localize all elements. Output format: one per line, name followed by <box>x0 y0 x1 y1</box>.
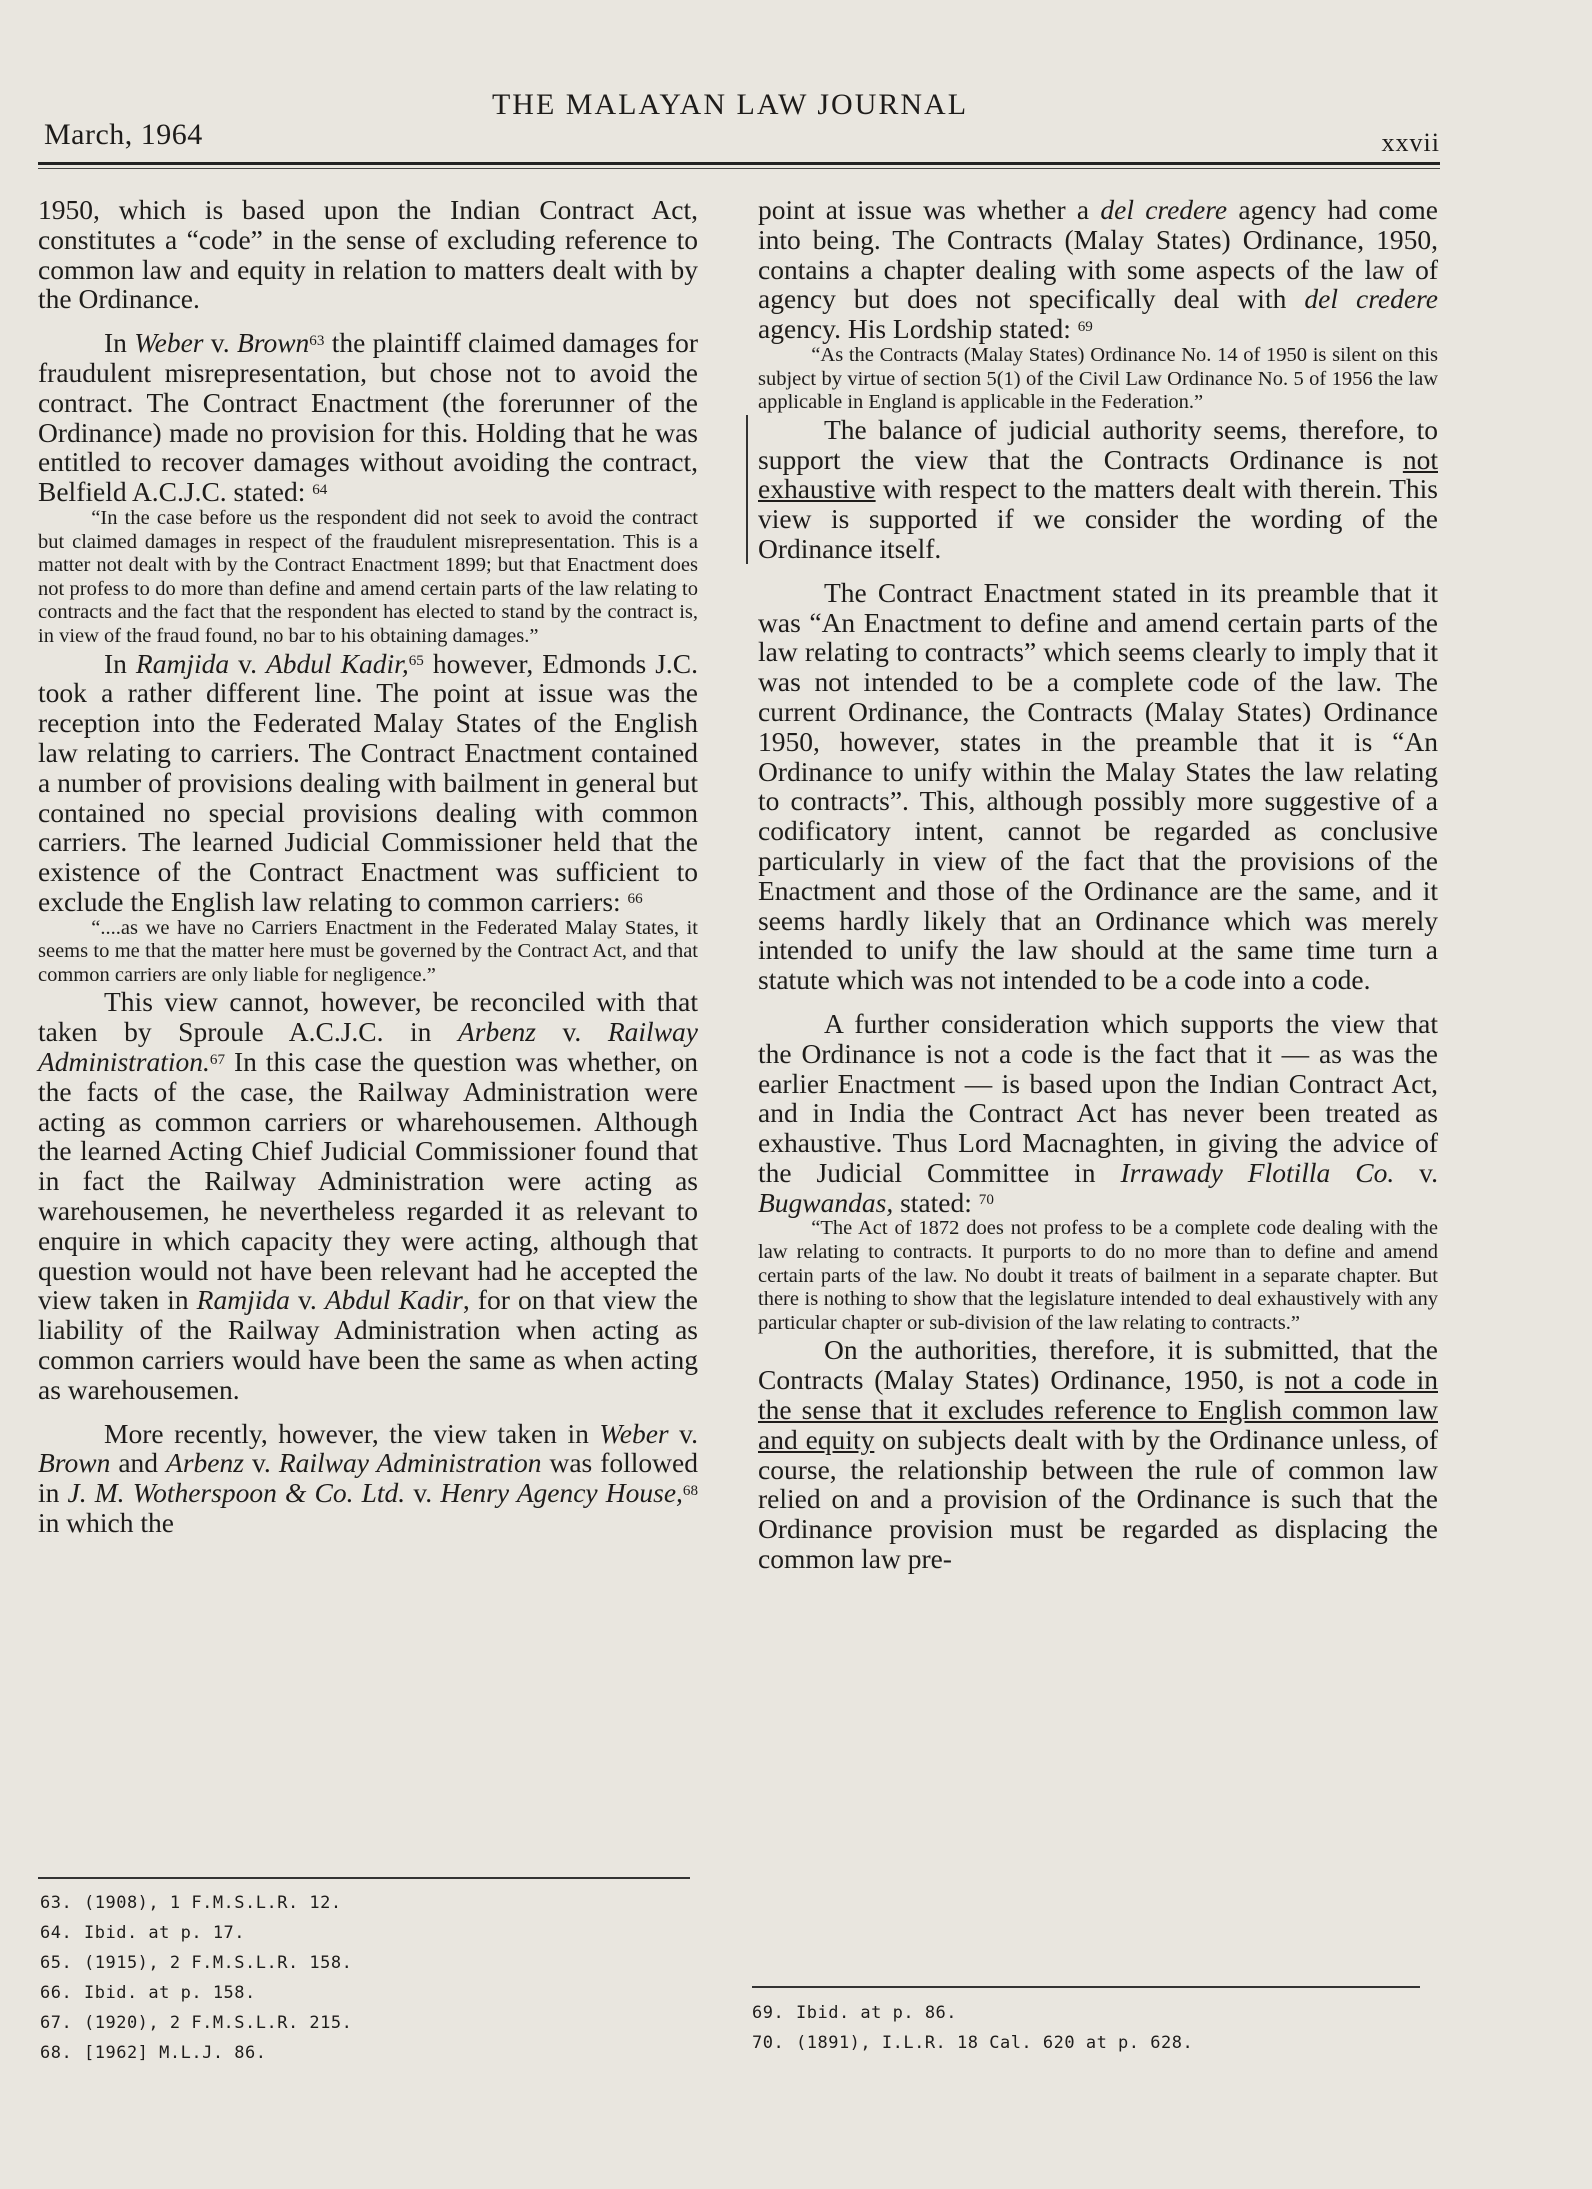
left-paragraph-3: In Ramjida v. Abdul Kadir,$^{65}$ however, Edmonds J.C. took a rather different line. The point at issue was the reception into the Federated Malay States of the English law relating to carriers. The Contract Enactment contained a number of provisions dealing with bailment in general but contained no special provisions dealing with common carriers. The learned Judicial Commissioner held that the existence of the Contract Enactment was sufficient to exclude the English law relating to common carriers: $^{66}$ <box>38 647 698 917</box>
latin-term: del credere <box>1100 194 1228 225</box>
footnote: 69. Ibid. at p. 86. <box>752 2003 958 2023</box>
underlined-text: not a code in the sense that it excludes reference to English common law and equity <box>758 1364 1438 1455</box>
footnote-ref: 69 <box>1077 318 1093 335</box>
journal-title: THE MALAYAN LAW JOURNAL <box>491 88 969 121</box>
case-name: Ramjida <box>135 647 230 679</box>
underlined-text: not <box>1402 443 1438 475</box>
right-paragraph-4: A further consideration which supports the view that the Ordinance is not a code is the fact that it — as was the earlier Enactment — is based upon the Indian Contract Act, and in India the Contract Act has never been treated as exhaustive. Thus Lord Macnaghten, in giving the advice of the Judicial Committee in Irrawady Flotilla Co. v. Bugwandas, stated: $^{70}$ <box>758 1007 1438 1218</box>
right-paragraph-2: The balance of judicial authority seems, therefore, to support the view that the Contracts Ordinance is not exhaustive with respect to the matters dealt with therein. This view is supported if we consider the wording of the Ordinance itself. <box>758 413 1438 564</box>
footnote: 70. (1891), I.L.R. 18 Cal. 620 at p. 628. <box>752 2033 1194 2053</box>
block-quote: “....as we have no Carriers Enactment in the Federated Malay States, it seems to me that the matter here must be governed by the Contract Act, and that common carriers are only liable for negligence.” <box>38 916 698 986</box>
left-paragraph-4: This view cannot, however, be reconciled with that taken by Sproule A.C.J.C. in Arbenz v. Railway Administration.$^{67}$ In this case the question was whether, on the facts of the case, the Railway Administration were acting as common carriers or wharehousemen. Although the learned Acting Chief Judicial Commissioner found that in fact the Railway Administration were acting as warehousemen, he nevertheless regarded it as relevant to enquire in which capacity they were acting, although that question would not have been relevant had he accepted the view taken in Ramjida v. Abdul Kadir, for on that view the liability of the Railway Administration when acting as common carriers would have been the same as when acting as warehousemen. <box>38 986 698 1405</box>
case-name: Weber <box>134 327 204 359</box>
footnote: 68. [1962] M.L.J. 86. <box>40 2043 267 2063</box>
left-paragraph-5: More recently, however, the view taken in Weber v. Brown and Arbenz v. Railway Administration was followed in J. M. Wotherspoon & Co. Ltd. v. Henry Agency House,$^{68}$ in which the <box>38 1417 699 1539</box>
page-number: xxvii <box>1381 128 1440 157</box>
margin-mark <box>746 415 1438 564</box>
footnote: 66. Ibid. at p. 158. <box>40 1983 256 2003</box>
footnote-rule-left <box>38 1877 690 1879</box>
footnote-rule-right <box>752 1986 1420 1988</box>
footnotes-right <box>752 1998 1432 2058</box>
case-name: Arbenz <box>457 1016 536 1048</box>
footnote: 67. (1920), 2 F.M.S.L.R. 215. <box>40 2013 353 2033</box>
case-name: Railway Administration. <box>38 1016 698 1078</box>
left-column <box>38 195 698 1538</box>
footnote-ref: 63 <box>309 332 325 349</box>
right-paragraph-1: point at issue was whether a del credere agency had come into being. The Contracts (Malay States) Ordinance, 1950, contains a chapter dealing with some aspects of the law of agency but does not specifically deal with del credere agency. His Lordship stated: $^{69}$ <box>758 194 1438 345</box>
right-paragraph-5: On the authorities, therefore, it is submitted, that the Contracts (Malay States) Ordinance, 1950, is not a code in the sense that it excludes reference to English common law and equity on subjects dealt with by the Ordinance unless, of course, the relationship between the rule of common law relied on and a provision of the Ordinance is such that the Ordinance provision must be regarded as displacing the common law pre- <box>758 1334 1438 1575</box>
left-paragraph-2: In Weber v. Brown$^{63}$ the plaintiff claimed damages for fraudulent misrepresentation, but chose not to avoid the contract. The Contract Enactment (the forerunner of the Ordinance) made no provision for this. Holding that he was entitled to recover damages without avoiding the contract, Belfield A.C.J.C. stated: $^{64}$ <box>38 327 698 508</box>
underlined-text: exhaustive <box>758 473 876 505</box>
footnote-ref: 65 <box>408 653 424 670</box>
header-rule <box>38 162 1440 165</box>
left-paragraph-1: 1950, which is based upon the Indian Contract Act, constitutes a “code” in the sense of excluding reference to common law and equity in relation to matters dealt with by the Ordinance. <box>38 194 698 315</box>
footnote: 65. (1915), 2 F.M.S.L.R. 158. <box>40 1953 353 1973</box>
case-name: Weber <box>599 1417 669 1449</box>
footnote-ref: 70 <box>978 1192 994 1209</box>
case-name: Abdul Kadir <box>324 1284 463 1316</box>
case-name: Brown <box>236 327 310 359</box>
footnote: 63. (1908), 1 F.M.S.L.R. 12. <box>40 1893 342 1913</box>
issue-date: March, 1964 <box>44 118 203 151</box>
footnote: 64. Ibid. at p. 17. <box>40 1923 246 1943</box>
footnotes-left <box>40 1888 700 2068</box>
footnote-ref: 67 <box>209 1051 225 1068</box>
footnote-ref: 68 <box>682 1482 699 1499</box>
case-name: J. M. Wotherspoon & Co. Ltd. <box>67 1477 406 1509</box>
case-name: Ramjida <box>196 1284 290 1316</box>
block-quote: “As the Contracts (Malay States) Ordinance No. 14 of 1950 is silent on this subject by virtue of section 5(1) of the Civil Law Ordinance No. 5 of 1956 the law applicable in England is applicable in the Federation.” <box>758 343 1438 414</box>
block-quote: “The Act of 1872 does not profess to be a complete code dealing with the law relating to contracts. It purports to do no more than to define and amend certain parts of the law. No doubt it treats of bailment in a separate chapter. But there is nothing to show that the legislature intended to deal exhaustively with any particular chapter or sub-division of the law relating to contracts.” <box>758 1217 1438 1334</box>
case-name: Brown <box>38 1447 111 1479</box>
case-name: Henry Agency House, <box>440 1477 683 1509</box>
case-name: Arbenz <box>166 1447 244 1479</box>
running-head <box>0 84 1592 164</box>
block-quote: “In the case before us the respondent did not seek to avoid the contract but claimed damages in respect of the fraudulent misrepresentation. This is a matter not dealt with by the Contract Enactment 1899; but that Enactment does not profess to do more than define and amend certain parts of the law relating to contracts and the fact that the respondent has elected to stand by the contract is, in view of the fraud found, no bar to his obtaining damages.” <box>38 506 698 647</box>
right-paragraph-3: The Contract Enactment stated in its preamble that it was “An Enactment to define and amend certain parts of the law relating to contracts” which seems clearly to imply that it was not intended to be a complete code of the law. The current Ordinance, the Contracts (Malay States) Ordinance 1950, however, states in the preamble that it is “An Ordinance to unify within the Malay States the law relating to contracts”. This, although possibly more suggestive of a codificatory intent, cannot be regarded as conclusive particularly in view of the fact that the provisions of the Enactment and those of the Ordinance are the same, and it seems hardly likely that an Ordinance which was merely intended to unify the law should at the same time turn a statute which was not intended to be a code into a code. <box>758 576 1438 996</box>
header-rule-thin <box>38 168 1440 169</box>
latin-term: del credere <box>1304 283 1438 315</box>
footnote-ref: 66 <box>627 891 643 908</box>
footnote-ref: 64 <box>312 481 328 498</box>
case-name: Abdul Kadir, <box>266 647 409 679</box>
right-column <box>758 195 1438 1574</box>
case-name: Railway Administration <box>278 1447 542 1479</box>
case-name: Bugwandas, <box>758 1186 894 1218</box>
case-name: Irrawady Flotilla Co. <box>1120 1156 1395 1188</box>
